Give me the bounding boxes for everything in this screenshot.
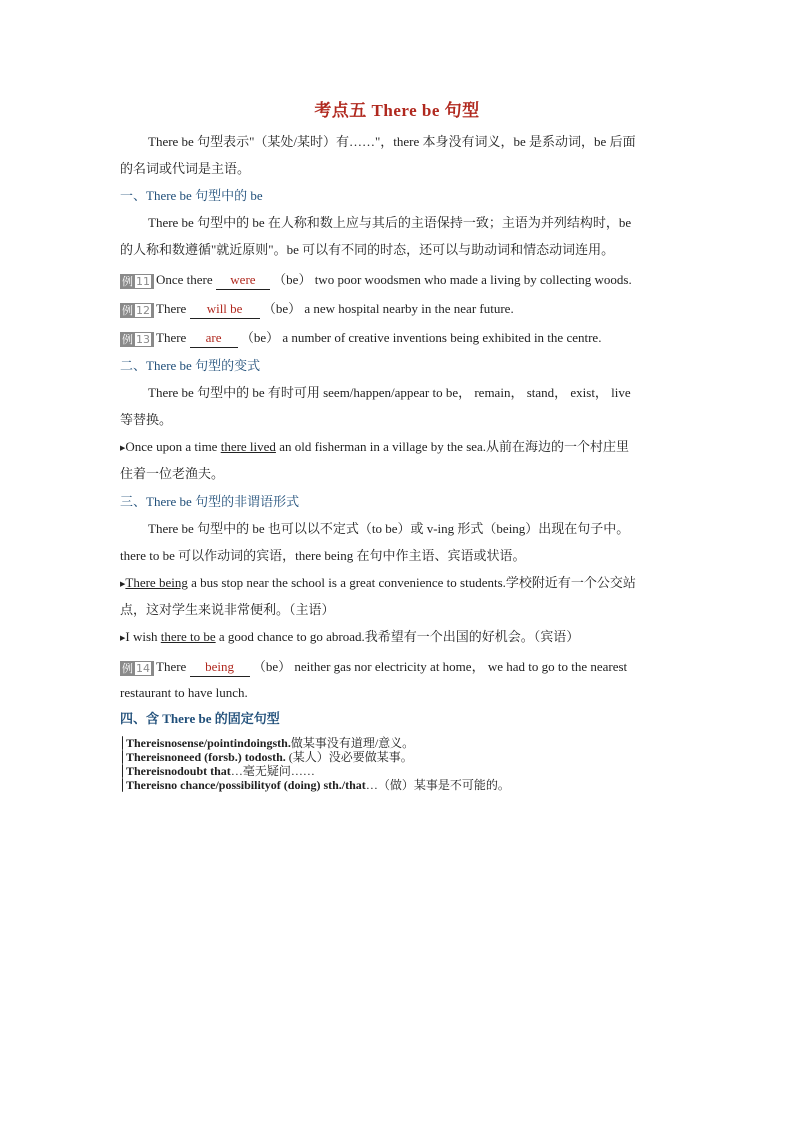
intro-line-2: 的名词或代词是主语。	[120, 161, 251, 176]
intro-line-1: There be 句型表示"（某处/某时）有……"，there 本身没有词义，be 是系动词，be 后面	[148, 134, 636, 149]
example-badge: 例 13	[120, 332, 154, 347]
page-title: 考点五 There be 句型	[314, 101, 480, 120]
example-badge: 例 14	[120, 661, 154, 676]
fixed-pattern-row: Thereisno chance/possibilityof (doing) sth./that…（做）某事是不可能的。	[122, 778, 622, 792]
section-4-heading: 四、含 There be 的固定句型	[120, 711, 280, 726]
answer-blank: were	[216, 271, 270, 290]
section-1-para-line-1: There be 句型中的 be 在人称和数上应与其后的主语保持一致；主语为并列结构时，be	[148, 215, 632, 230]
fixed-pattern-row: Thereisnodoubt that…毫无疑问……	[122, 764, 622, 778]
section-3-example-1-line-2: 点，这对学生来说非常便利。（主语）	[120, 602, 335, 617]
section-3-para-line-2: there to be 可以作动词的宾语，there being 在句中作主语、宾语或状语。	[120, 548, 526, 563]
section-2-para-line-1: There be 句型中的 be 有时可用 seem/happen/appear to be， remain， stand， exist， live	[148, 385, 631, 400]
section-2-example: ▶Once upon a time there lived an old fisherman in a village by the sea.从前在海边的一个村庄里	[120, 439, 630, 454]
section-2-heading: 二、There be 句型的变式	[120, 358, 261, 373]
fixed-patterns-list	[122, 736, 622, 792]
fixed-pattern-row: Thereisnoneed (forsb.) todosth. (某人）没必要做某事。	[122, 750, 622, 764]
section-2-example-line-2: 住着一位老渔夫。	[120, 466, 225, 481]
section-3-heading: 三、There be 句型的非谓语形式	[120, 494, 300, 509]
section-1-heading: 一、There be 句型中的 be	[120, 188, 263, 203]
answer-blank: are	[190, 329, 238, 348]
section-3-example-1: ▶There being a bus stop near the school is a great convenience to students.学校附近有一个公交站	[120, 575, 636, 590]
answer-blank: will be	[190, 300, 260, 319]
section-3-example-2: ▶I wish there to be a good chance to go abroad.我希望有一个出国的好机会。（宾语）	[120, 629, 580, 644]
example-14-line-2: restaurant to have lunch.	[120, 685, 248, 700]
example-badge: 例 11	[120, 274, 154, 289]
triangle-bullet-icon: ▶	[120, 634, 126, 643]
fixed-pattern-row: Thereisnosense/pointindoingsth.做某事没有道理/意义。	[122, 736, 622, 750]
triangle-bullet-icon: ▶	[120, 444, 126, 453]
example-badge: 例 12	[120, 303, 154, 318]
example-14: 例 14 There being （be） neither gas nor electricity at home， we had to go to the nearest	[120, 658, 680, 677]
section-3-para-line-1: There be 句型中的 be 也可以以不定式（to be）或 v-ing 形式（being）出现在句子中。	[148, 521, 630, 536]
answer-blank: being	[190, 658, 250, 677]
example-13: 例 13 There are （be） a number of creative inventions being exhibited in the centre.	[120, 329, 680, 348]
section-2-para-line-2: 等替换。	[120, 412, 173, 427]
triangle-bullet-icon: ▶	[120, 580, 126, 589]
example-12: 例 12 There will be （be） a new hospital nearby in the near future.	[120, 300, 680, 319]
example-11: 例 11 Once there were （be） two poor woodsmen who made a living by collecting woods.	[120, 271, 680, 290]
section-1-para-line-2: 的人称和数遵循"就近原则"。be 可以有不同的时态，还可以与助动词和情态动词连用。	[120, 242, 615, 257]
